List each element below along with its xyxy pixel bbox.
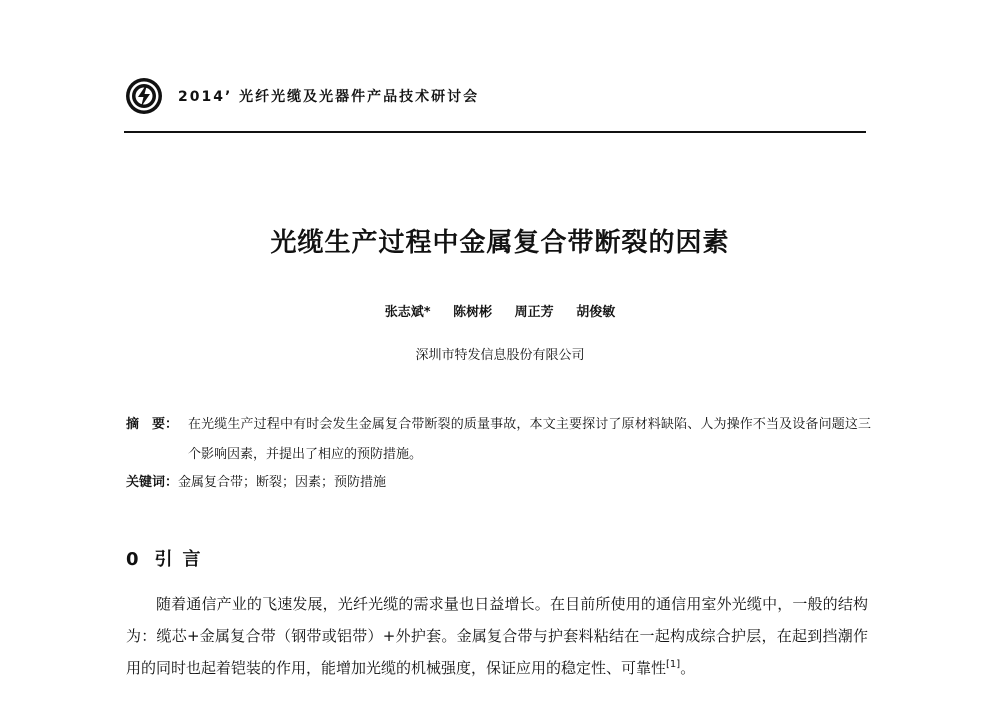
- conference-logo-icon: [124, 76, 164, 116]
- paper-title: 光缆生产过程中金属复合带断裂的因素: [270, 228, 730, 258]
- keywords: [126, 471, 871, 495]
- author-name: 胡俊敏: [576, 305, 616, 320]
- page-header: [124, 76, 864, 118]
- author-affiliation: 深圳市特发信息股份有限公司: [415, 348, 585, 363]
- keywords-label: 关键词：: [126, 475, 179, 490]
- paragraph-text: 随着通信产业的飞速发展，光纤光缆的需求量也日益增长。在目前所使用的通信用室外光缆中，一般的结构为：缆芯+金属复合带（钢带或铝带）+外护套。金属复合带与护套料粘结在一起构成综合护层，在起到挡潮作用的同时也起着铠装的作用，能增加光缆的机械强度，保证应用的稳定性、可靠性: [126, 595, 868, 677]
- body-paragraph: [126, 588, 868, 684]
- paragraph-end: 。: [680, 659, 696, 677]
- header-divider: [124, 131, 866, 133]
- keywords-text: 金属复合带；断裂；因素；预防措施: [178, 475, 387, 490]
- abstract-label: 摘 要：: [126, 417, 179, 432]
- section-heading: [126, 545, 211, 571]
- section-number: 0: [126, 549, 139, 570]
- section-title: 引言: [154, 549, 211, 570]
- citation-marker: [1]: [666, 659, 681, 670]
- author-list: [0, 301, 1000, 320]
- conference-name: 2014’ 光纤光缆及光器件产品技术研讨会: [178, 89, 480, 105]
- author-name: 陈树彬: [453, 305, 493, 320]
- abstract-text: 在光缆生产过程中有时会发生金属复合带断裂的质量事故，本文主要探讨了原材料缺陷、人为操作不当及设备问题这三个影响因素，并提出了相应的预防措施。: [188, 417, 871, 462]
- author-name: 周正芳: [514, 305, 554, 320]
- abstract: [126, 410, 871, 470]
- author-name: 张志斌*: [384, 305, 431, 320]
